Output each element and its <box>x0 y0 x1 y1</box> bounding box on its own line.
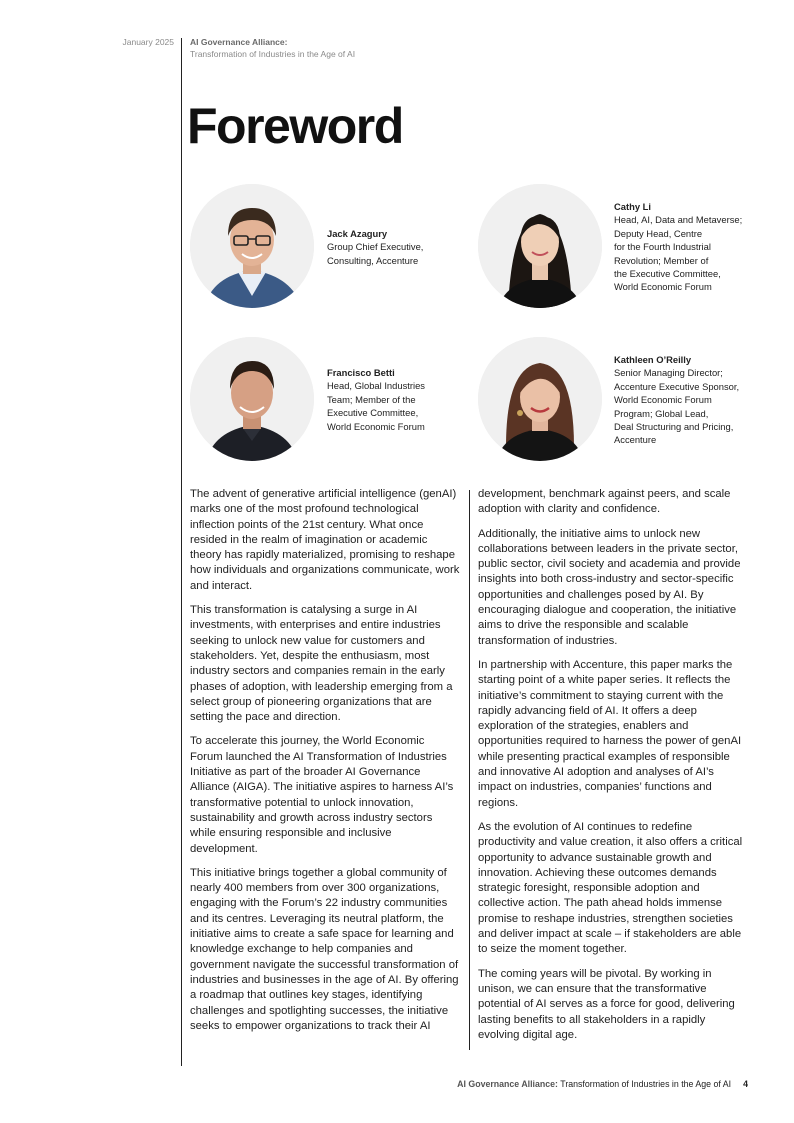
portrait-jack-azagury <box>190 184 314 308</box>
page-title: Foreword <box>187 98 403 154</box>
body-paragraph: development, benchmark against peers, and scale adoption with clarity and confidence. <box>478 488 731 516</box>
body-paragraph: Additionally, the initiative aims to unlock new collaborations between leaders in the private sector, public sector, civil society and academia and provide insights into both cross-industry and sector-specific opportunities and challenges posed by AI. By encouraging dialogue and cooperation, the initiative aims to drive the responsible and scalable transformation of industries. <box>478 527 741 647</box>
footer-title-bold: AI Governance Alliance: <box>457 1079 558 1089</box>
footer-title-rest: Transformation of Industries in the Age of AI <box>557 1079 732 1089</box>
header-date: January 2025 <box>122 37 174 47</box>
person-name: Kathleen O’Reilly <box>614 354 692 365</box>
header-title <box>190 36 355 60</box>
person-role: Head, AI, Data and Metaverse; Deputy Head, Centre for the Fourth Industrial Revolution; Member of the Executive Committee, World Economic Forum <box>614 214 743 293</box>
body-paragraph: As the evolution of AI continues to redefine productivity and value creation, it also offers a critical opportunity to advance sustainable growth and innovation. Achieving these outcomes demands strategic foresight, responsible adoption and collective action. The path ahead holds immense promise to reshape industries, strengthen societies and deliver impact at scale – if stakeholders are able to seize the moment together. <box>478 820 743 956</box>
portrait-kathleen-oreilly <box>478 337 602 461</box>
person-name: Cathy Li <box>614 201 651 212</box>
person-name: Francisco Betti <box>327 367 395 378</box>
body-paragraph: To accelerate this journey, the World Economic Forum launched the AI Transformation of Industries Initiative as part of the broader AI Governance Alliance (AIGA). The initiative aspires to harness AI’s transformative potential to unlock innovation, sustainability and growth across industry sectors while ensuring responsible and inclusive development. <box>190 735 454 855</box>
person-kathleen-oreilly <box>614 353 764 447</box>
body-column-left <box>190 487 460 1043</box>
body-paragraph: This initiative brings together a global community of nearly 400 members from over 300 organizations, engaging with the Forum’s 22 industry communities and its centres. Leveraging its neutral platform, the initiative aims to create a safe space for learning and knowledge exchange to help companies and government navigate the successful transformation of industries and businesses in the age of AI. By offering a roadmap that outlines key stages, identifying challenges and spotlighting successes, the initiative seeks to empower organizations to track their AI <box>190 866 459 1032</box>
portrait-cathy-li <box>478 184 602 308</box>
person-jack-azagury <box>327 227 457 267</box>
person-role: Head, Global Industries Team; Member of the Executive Committee, World Economic Forum <box>327 380 425 432</box>
header-title-line1: AI Governance Alliance: <box>190 37 288 47</box>
person-name: Jack Azagury <box>327 228 388 239</box>
body-paragraph: The coming years will be pivotal. By working in unison, we can ensure that the transformative potential of AI serves as a force for good, delivering lasting benefits to all stakeholders in a rapidly evolving digital age. <box>478 967 735 1041</box>
vertical-rule <box>181 38 182 1066</box>
person-cathy-li <box>614 200 764 294</box>
person-role: Group Chief Executive, Consulting, Accenture <box>327 241 424 266</box>
body-paragraph: In partnership with Accenture, this paper marks the starting point of a white paper series. It reflects the initiative’s commitment to staying current with the rapidly advancing field of AI. It offers a deep exploration of the strategies, enablers and opportunities required to harness the power of genAI while presenting practical examples of responsible and innovative AI adoption and analyses of AI’s impact on industries, companies’ functions and regions. <box>478 658 742 809</box>
header-title-line2: Transformation of Industries in the Age of AI <box>190 49 356 59</box>
person-role: Senior Managing Director; Accenture Executive Sponsor, World Economic Forum Program; Global Lead, Deal Structuring and Pricing, Accenture <box>614 367 740 446</box>
page-number: 4 <box>743 1079 748 1089</box>
body-paragraph: This transformation is catalysing a surge in AI investments, with enterprises and entire industries seeking to unlock new value for customers and stakeholders. Yet, despite the enthusiasm, most industry sectors and companies remain in the early phases of adoption, with leadership emerging from a select group of pioneering organizations that are setting the pace and direction. <box>190 604 453 724</box>
body-paragraph: The advent of generative artificial intelligence (genAI) marks one of the most profound technological inflection points of the 21st century. What once resided in the realm of imagination or academic theory has rapidly materialized, promising to reshape how individuals and organizations communicate, work and interact. <box>190 488 460 592</box>
person-francisco-betti <box>327 366 457 433</box>
column-divider <box>469 490 470 1050</box>
page-footer <box>400 1079 748 1089</box>
body-column-right <box>478 487 748 1052</box>
portrait-francisco-betti <box>190 337 314 461</box>
